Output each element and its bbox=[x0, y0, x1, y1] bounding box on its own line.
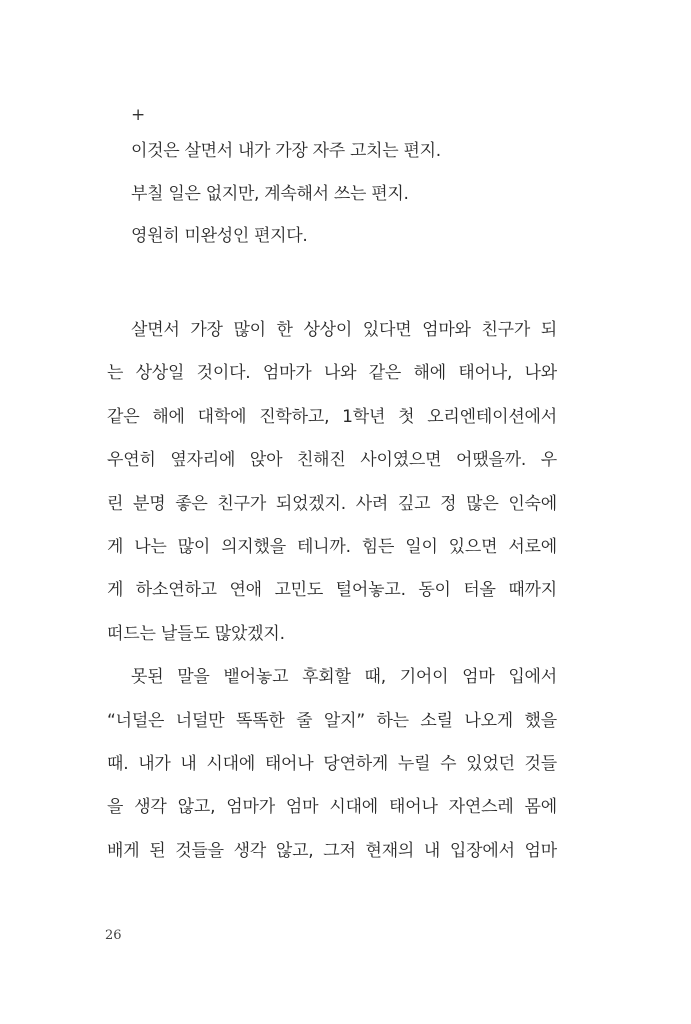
text-line: 배게 된 것들을 생각 않고, 그저 현재의 내 입장에서 엄마 bbox=[107, 840, 557, 861]
paragraph bbox=[107, 656, 557, 873]
text-line: “너덜은 너덜만 똑똑한 줄 알지” 하는 소릴 나오게 했을 bbox=[107, 710, 557, 731]
text-line: 을 생각 않고, 엄마가 엄마 시대에 태어나 자연스레 몸에 bbox=[107, 797, 557, 818]
text-line: 때. 내가 내 시대에 태어나 당연하게 누릴 수 있었던 것들 bbox=[107, 754, 557, 775]
text-line: 게 나는 많이 의지했을 테니까. 힘든 일이 있으면 서로에 bbox=[107, 537, 557, 558]
text-line: 같은 해에 대학에 진학하고, 1학년 첫 오리엔테이션에서 bbox=[107, 406, 557, 427]
text-line: 린 분명 좋은 친구가 되었겠지. 사려 깊고 정 많은 인숙에 bbox=[107, 493, 557, 514]
text-line: 는 상상일 것이다. 엄마가 나와 같은 해에 태어나, 나와 bbox=[107, 363, 557, 384]
epigraph-line: 부칠 일은 없지만, 계속해서 쓰는 편지. bbox=[131, 183, 409, 204]
epigraph-line: 영원히 미완성인 편지다. bbox=[131, 226, 308, 246]
page-number: 26 bbox=[105, 928, 122, 943]
text-line: 못된 말을 뱉어놓고 후회할 때, 기어이 엄마 입에서 bbox=[131, 667, 557, 688]
body-text bbox=[107, 309, 557, 873]
text-line: 살면서 가장 많이 한 상상이 있다면 엄마와 친구가 되 bbox=[131, 320, 557, 340]
section-mark: + bbox=[131, 105, 146, 125]
epigraph-line: 이것은 살면서 내가 가장 자주 고치는 편지. bbox=[131, 141, 441, 161]
text-line: 떠드는 날들도 많았겠지. bbox=[107, 623, 285, 644]
text-line: 게 하소연하고 연애 고민도 털어놓고. 동이 터올 때까지 bbox=[107, 580, 557, 601]
epigraph bbox=[131, 104, 571, 258]
paragraph bbox=[107, 309, 557, 656]
text-line: 우연히 옆자리에 앉아 친해진 사이였으면 어땠을까. 우 bbox=[107, 450, 557, 471]
